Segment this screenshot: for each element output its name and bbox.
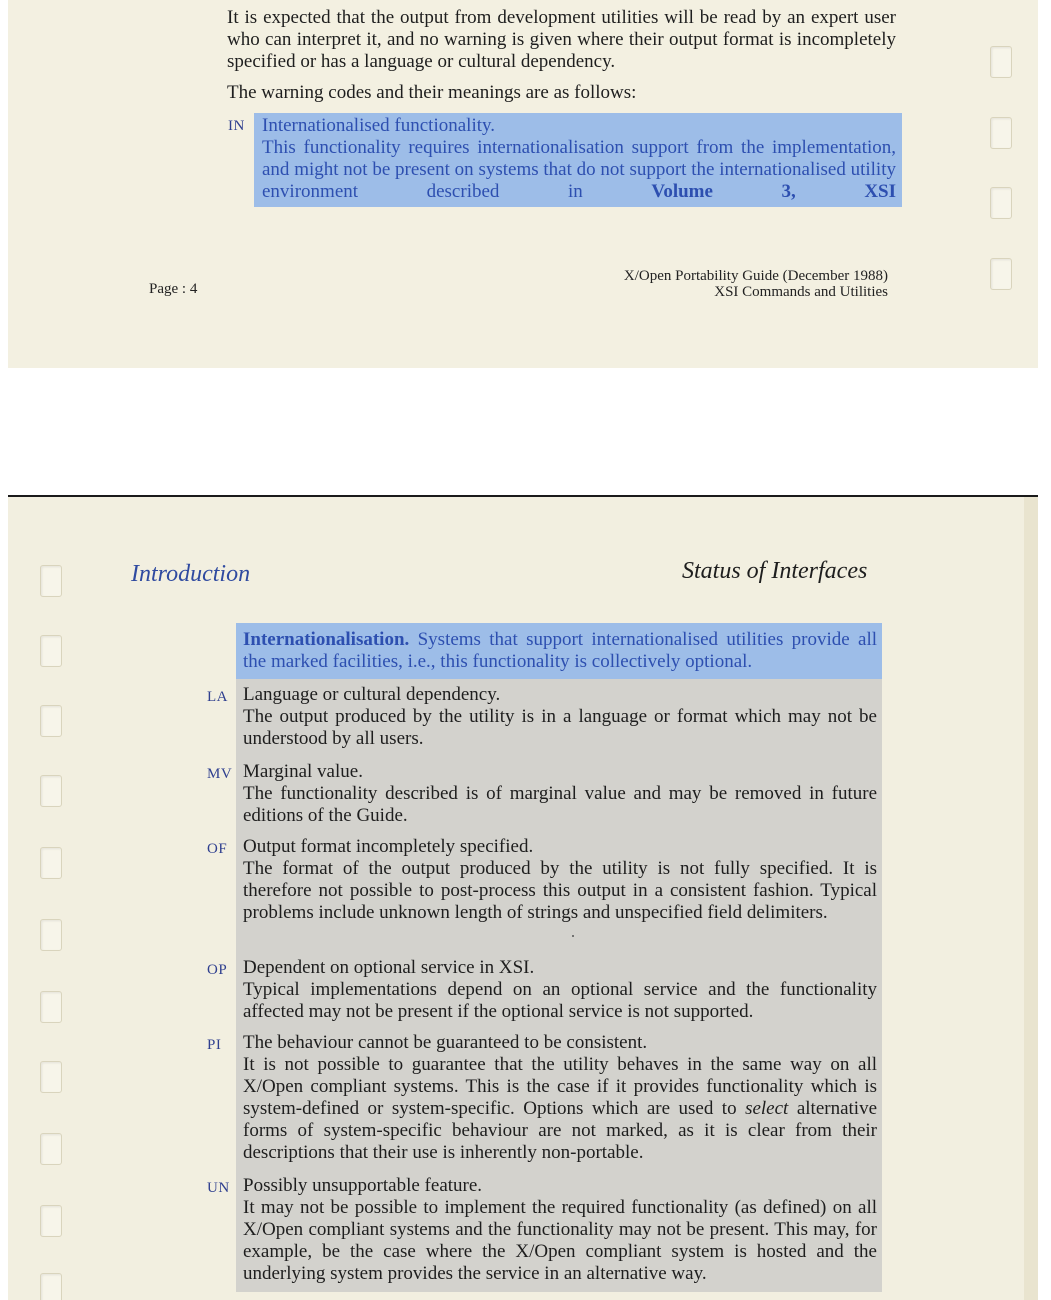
internationalisation-note [243,629,877,673]
code-la: LA [207,689,228,705]
entry-term: Marginal value. [243,761,363,782]
page-number: Page : 4 [149,281,198,297]
code-in: IN [228,118,245,134]
intro-paragraph: It is expected that the output from development utilities will be read by an expert user who can interpret it, and no warning is given where their output format is incompletely specified or has a language or cultural dependency. [227,7,896,72]
running-head-section: Introduction [131,561,251,587]
entry-term: Dependent on optional service in XSI. [243,957,535,978]
note-text: Systems that support internationalised utilities provide all the marked facilities, i.e., this functionality is collectively optional. [243,629,878,672]
binder-hole [40,1133,62,1165]
in-description-text: This functionality requires internationalisation support from the implementation, and might not be present on systems that do not support the internationalised utility environment described in [262,137,896,202]
binder-hole [990,187,1012,219]
footer-title [560,268,888,300]
in-term: Internationalised functionality. [262,115,496,136]
entry-term: Possibly unsupportable feature. [243,1175,483,1196]
in-description [262,137,896,203]
code-pi: PI [207,1037,222,1053]
entry-description-part: It is not possible to guarantee that the utility behaves in the same way on all X/Open compliant systems. This is the case if it provides functionality which is system-defined or system-specific. Options which are used to [243,1054,877,1119]
entry-un [243,1175,877,1285]
entry-description: The format of the output produced by the utility is not fully specified. It is therefore not possible to post-process this output in a consistent fashion. Typical problems include unknown length of strings and unspecified field delimiters. [243,858,877,923]
entry-pi [243,1032,877,1164]
binder-hole [40,1273,62,1300]
binder-hole [40,635,62,667]
in-volume-reference: Volume 3, XSI [651,181,897,202]
binder-hole [990,258,1012,290]
binder-hole [40,847,62,879]
binder-hole [40,1205,62,1237]
binder-hole [40,919,62,951]
footer-title-line2: XSI Commands and Utilities [714,284,888,300]
entry-description: It may not be possible to implement the required functionality (as defined) on all X/Open compliant systems and the functionality may not be present. This may, for example, be the case where the X/Open compliant system is hosted and the underlying system provides the service in an alternative way. [243,1197,877,1284]
entry-term: Output format incompletely specified. [243,836,534,857]
entry-description-part: alternative forms of system-specific behaviour are not marked, as it is clear from their descriptions that their use is inherently non-portable. [243,1098,878,1163]
binder-hole [40,775,62,807]
in-entry [262,115,896,203]
page-edge-shade [1024,497,1038,1300]
entry-mv [243,761,877,827]
code-op: OP [207,962,228,978]
entry-op [243,957,877,1023]
running-head-title: Status of Interfaces [682,558,868,584]
code-of: OF [207,841,228,857]
binder-hole [40,565,62,597]
stray-mark [572,935,574,937]
scan-right-margin [1038,0,1051,1300]
entry-description: Typical implementations depend on an optional service and the functionality affected may not be present if the optional service is not supported. [243,979,877,1022]
warning-codes-lead-in: The warning codes and their meanings are as follows: [227,82,637,103]
code-un: UN [207,1180,230,1196]
entry-term: The behaviour cannot be guaranteed to be consistent. [243,1032,648,1053]
binder-hole [40,991,62,1023]
binder-hole [40,1061,62,1093]
entry-description: The output produced by the utility is in a language or format which may not be understood by all users. [243,706,877,749]
page-gap [0,368,1051,495]
entry-la [243,684,877,750]
note-bold-label: Internationalisation. [243,629,410,650]
entry-term: Language or cultural dependency. [243,684,501,705]
entry-description: The functionality described is of marginal value and may be removed in future editions of the Guide. [243,783,877,826]
binder-hole [40,705,62,737]
entry-of [243,836,877,924]
entry-description [243,1054,877,1164]
code-mv: MV [207,766,233,782]
binder-hole [990,117,1012,149]
emphasis-select: select [745,1098,789,1119]
binder-hole [990,46,1012,78]
scan-left-margin [0,0,8,1300]
footer-title-line1: X/Open Portability Guide (December 1988) [623,268,888,284]
